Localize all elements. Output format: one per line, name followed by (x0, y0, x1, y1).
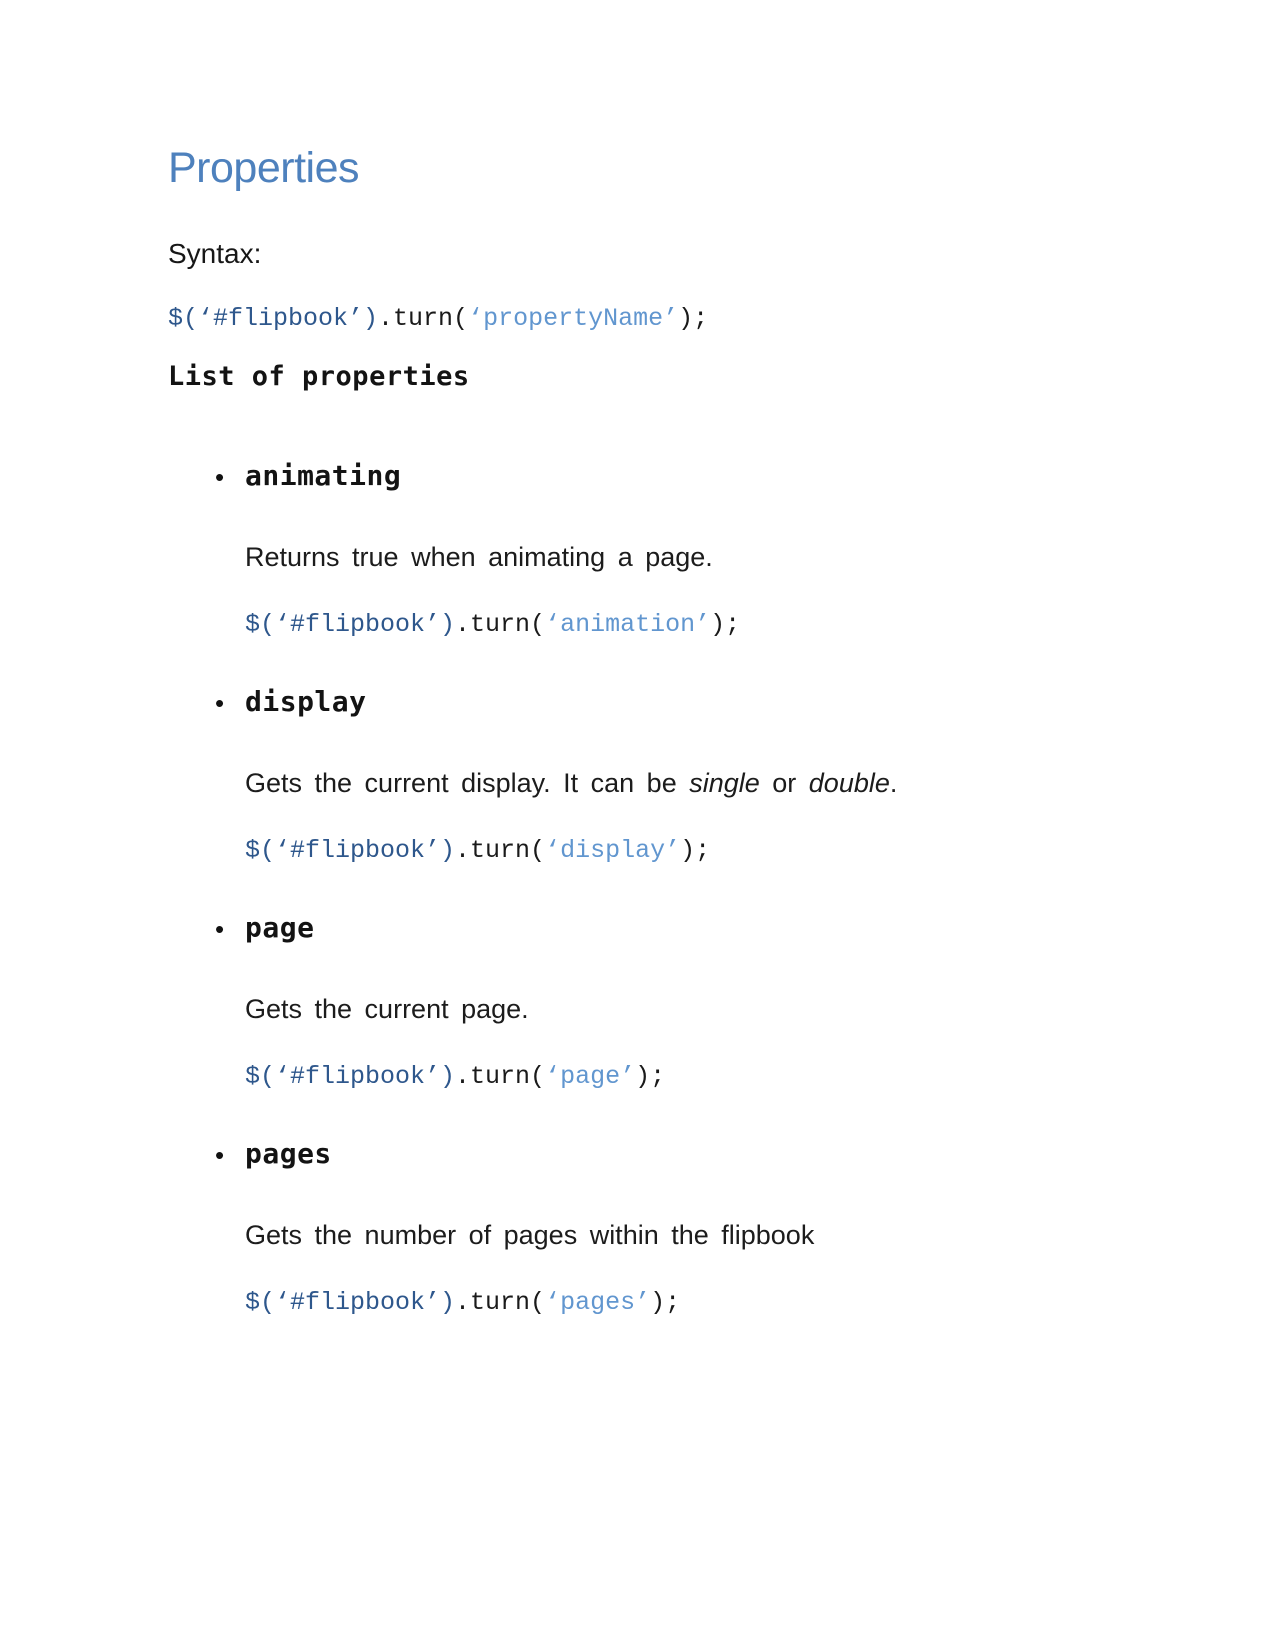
property-code-line (245, 609, 1118, 641)
description-text: Returns true when animating a page. (245, 542, 713, 572)
property-code-line (245, 835, 1118, 867)
property-description (245, 1219, 1118, 1251)
code-method: .turn( (455, 1062, 546, 1091)
description-text: Gets the number of pages within the flipbook (245, 1220, 815, 1250)
bullet-icon: • (215, 1140, 225, 1170)
code-close: ); (650, 1288, 681, 1317)
page-content (168, 143, 1118, 1319)
code-selector: $(‘#flipbook’) (245, 1288, 456, 1317)
code-method: .turn( (455, 836, 546, 865)
code-close: ); (710, 610, 741, 639)
code-string-arg: ‘propertyName’ (468, 304, 679, 333)
code-selector: $(‘#flipbook’) (245, 836, 456, 865)
property-code-line (245, 1061, 1118, 1093)
syntax-label: Syntax: (168, 238, 262, 269)
bullet-icon: • (215, 462, 225, 492)
code-string-arg: ‘page’ (545, 1062, 636, 1091)
property-code-line (245, 1287, 1118, 1319)
description-text: Gets the current display. It can be (245, 768, 690, 798)
code-method: .turn( (455, 610, 546, 639)
description-text: or (759, 768, 809, 798)
code-method: .turn( (378, 304, 469, 333)
property-name: pages (245, 1137, 332, 1170)
property-item-display (168, 685, 1118, 867)
bullet-icon: • (215, 914, 225, 944)
property-name: page (245, 911, 315, 944)
code-string-arg: ‘display’ (545, 836, 681, 865)
description-italic: double (808, 768, 890, 798)
page-title: Properties (168, 144, 359, 192)
property-description (245, 767, 1118, 799)
description-text: Gets the current page. (245, 994, 529, 1024)
property-description (245, 541, 1118, 573)
syntax-code-line (168, 303, 1118, 335)
code-selector: $(‘#flipbook’) (168, 304, 379, 333)
code-string-arg: ‘pages’ (545, 1288, 651, 1317)
property-name: animating (245, 459, 402, 492)
code-close: ); (680, 836, 711, 865)
description-text: . (889, 768, 898, 798)
property-item-animating (168, 459, 1118, 641)
code-selector: $(‘#flipbook’) (245, 1062, 456, 1091)
code-string-arg: ‘animation’ (545, 610, 711, 639)
properties-list (168, 459, 1118, 1319)
code-close: ); (635, 1062, 666, 1091)
code-close: ); (678, 304, 709, 333)
property-item-page (168, 911, 1118, 1093)
description-italic: single (689, 768, 760, 798)
bullet-icon: • (215, 688, 225, 718)
property-name: display (245, 685, 367, 718)
code-method: .turn( (455, 1288, 546, 1317)
code-selector: $(‘#flipbook’) (245, 610, 456, 639)
property-description (245, 993, 1118, 1025)
property-item-pages (168, 1137, 1118, 1319)
list-of-properties-heading: List of properties (168, 361, 470, 392)
